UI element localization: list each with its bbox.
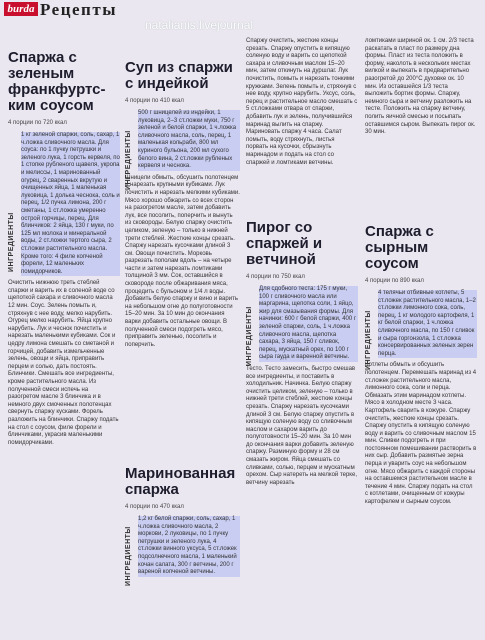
ingredients-label: ИНГРЕДИЕНТЫ [8, 212, 15, 272]
page-header [0, 0, 485, 36]
burda-logo: burda [4, 2, 38, 16]
portion-info: 4 порции по 720 ккал [8, 120, 67, 126]
recipe-3 [125, 465, 240, 586]
recipe-title: Суп из спаржи с индейкой [125, 59, 233, 92]
method-text: Тесто. Тесто замесить, быстро смешав все ингредиенты, и поставить в холодильник. Начинка. Белую спаржу очистить целиком, зеленую – только в нижней трети стеблей, жесткие концы срезать. Спаржу нарезать кусочками длиной 3 см. Белую спаржу опустить в кипящую соленую воду со сливочным маслом и сахаром варить до полуготовности 15–20 мин. За 10 мин до окончания варки добавить зеленую спаржу. Разминую форму и 28 см смазать жиром. Яйца смешать со сливками, солью, перцем и мускатным орехом. Сыр натереть на мелкой терке, ветчину нарезать [246, 365, 357, 486]
ingredients-block [365, 290, 477, 370]
recipe-1 [8, 50, 120, 447]
ingredients-label: ИНГРЕДИЕНТЫ [125, 526, 132, 586]
recipe-title: Спаржа с сырным соусом [365, 223, 434, 272]
recipe-title: Пирог со спаржей и ветчиной [246, 219, 323, 268]
watermark: natalianis.livejournal [145, 18, 254, 32]
method-text: Шницели обмыть, обсушить полотенцем и нарезать крупными кубиками. Лук почистить и нарезать мелкими кубиками. Мясо хорошо обжарить со всех сторон на разогретом масле, затем добавить лук, все посолить, поперчить и вынуть из сковороды. Белую спаржу очистить целиком, зеленую – только в нижней трети стеблей. Жесткие концы срезать. Спаржу нарезать кусочками длиной 3 см. Овощи почистить. Морковь разрезать пополам вдоль – на четыре части и затем нарезать ломтиками толщиной 3 мм. Сок, оставшийся в сковороде после обжаривания мяса, процедить с бульоном и 1/4 л воды. Добавить белую спаржу и вино и варить на небольшом огне до полуготовности 15–20 мин. За 10 мин до окончания варки добавить остальные овощи. В полученной смеси подогреть мясо, приправить зеленью, посолить и поперчить. [125, 174, 240, 348]
recipe-4 [246, 220, 358, 487]
ingredients-block [246, 286, 358, 366]
column-4-top [365, 38, 477, 137]
portion-info: 4 порции по 750 ккал [246, 274, 305, 280]
ingredients-text: Для сдобного теста: 175 г муки, 100 г сливочного масла или маргарина, щепотка соли, 1 яйцо, жир для смазывания формы. Для начинки: 600 г белой спаржи, 400 г зеленой спаржи, соль, 1 ч.ложка сливочного масла, щепотка сахара, 3 яйца, 150 г сливок, перец, мускатный орех, по 100 г сыра гауда и варенной ветчины. [259, 286, 357, 361]
ingredients-text: 500 г шницелей из индейки, 1 луковица, 2–3 ст.ложки муки, 750 г зеленой и белой спаржи, 1 ч.ложка сливочного масла, соль, перец, 1 маленькая кольраби, 800 мл куриного бульона, 200 мл сухого белого вина, 2 ст.ложки рубленых кервеля и чеснока. [138, 110, 240, 171]
ingredients-text: 1 кг зеленой спаржи, соль, сахар, 1 ч.ложка сливочного масла. Для соуса: по 1 пучку петрушки и зеленого лука, 1 горсть кервеля, по 1 стопке рубленого щавеля, укропа и мелиссы, 1 маринованный огурец, 2 сваренных вкрутую и очищенных яйца, 1 маленькая луковица, 1 долька чеснока, соль и перец, 1/2 пучка лимона, 200 г сметаны, 1 ст.ложка умеренно острой горчицы, перец. Для блинчиков: 2 яйца, 130 г муки, по 125 мл молока и минеральной воды, 2 ст.ложки тертого сыра, 2 ст.ложки растительного масла. Кроме того: 4 филе копченой форели, 12 маленьких помидорчиков. [21, 132, 120, 275]
ingredients-label: ИНГРЕДИЕНТЫ [125, 130, 132, 190]
ingredients-label: ИНГРЕДИЕНТЫ [365, 310, 372, 370]
ingredients-block [125, 110, 240, 190]
recipe-title: Маринованная спаржа [125, 465, 236, 498]
portion-info: 4 порции по 890 ккал [365, 278, 424, 284]
recipe-2 [125, 60, 240, 349]
method-text-continued: ломтиками шириной ок. 1 см. 2/3 теста раскатать в пласт по размеру дна формы. Пласт из теста положить в форму, наколоть в нескольких местах вилкой и выпекать в предварительно разогретой до 200°C духовке ок. 10 мин. Из оставшейся 1/3 теста выложить бортик формы. Спаржу, немного сыра и ветчину разложить на тесте. Положить на спаржу ветчину, полить яичной смесью и посыпать оставшимся сыром. Выпекать пирог ок. 30 мин. [365, 38, 476, 136]
portion-info: 4 порции по 410 ккал [125, 98, 184, 104]
ingredients-label: ИНГРЕДИЕНТЫ [246, 306, 253, 366]
ingredients-text: 4 телячьи отбивные котлеты, 5 ст.ложек растительного масла, 1–2 ст.ложки лимонного сока, соль, перец, 1 кг молодого картофеля, 1 кг белой спаржи, 1 ч.ложка сливочного масла, по 150 г сливок и сыра горгонзола, 1 ст.ложка консервированных зеленых зерен перца. [378, 290, 476, 357]
column-3-top [246, 38, 358, 167]
method-text: Котлеты обмыть и обсушить полотенцем. Перемешать маринад из 4 ст.ложек растительного масла, лимонного сока, соли и перца. Обмазать этим маринадом котлеты. Мясо в холодном месте 3 часа. Картофель сварить в кожуре. Спаржу очистить, жесткие концы срезать. Спаржу опустить в кипящую соленую воду и варить со сливочным маслом 15 мин. Сливки подогреть и при постоянном помешивании растворить в них сыр. Добавить размятые зерна перца и уварить соус на небольшом огне. Мясо обжарить с каждой стороны на оставшемся растительном масле в течение 4 мин. Спаржу подать на стол с котлетами, очищенным от кожуры картофелем и сырным соусом. [365, 362, 477, 506]
section-title: Рецепты [40, 0, 117, 19]
method-text-continued: Спаржу очистить, жесткие концы срезать. Спаржу опустить в кипящую соленую воду и варить со щепоткой сахара и сливочным маслом 15–20 мин, затем откинуть на дуршлаг. Лук почистить, помыть и нарезать тонкими кружками. Зелень помыть и, стряхнув с нее воду, крупно нарубить. Уксус, соль, перец и растительное масло смешать с 5 ст.ложками отвара от спаржи, добавить лук и зелень, получившийся маринад вылить на спаржу. Мариновать спаржу 4 часа. Салат помыть, воду стряхнуть, листья порвать на кусочки, сбрызнуть маринадом и подать на стол со спаржей и ломтиками ветчины. [246, 38, 358, 166]
ingredients-block [8, 132, 120, 276]
method-text: Очистить нижнюю треть стеблей спаржи и варить их в соленой воде со щепоткой сахара и сливочного масла 12 мин. Соус. Зелень помыть и, стряхнув с нее воду, мелко нарубить. Огурец мелко нарубить. Яйца крупно нарубить. Лук и чеснок почистить и нарезать маленькими кубиками. Сок и цедру лимона смешать со сметаной и горчицей, добавить измельченные зелень, овощи и яйца, приправить перцем и солью, дать постоять. Блинчики. Смешать все ингредиенты, кроме растительного масла. Из полученной смеси испечь на разогретом масле 3 блинчика и в немного двух смоченных полотенцах свернуть спаржу кусками. Форель разложить на блинчики. Спаржу подать на стол с соусом, филе форели и блинчиками, украсив маленькими помидорчиками. [8, 280, 119, 446]
portion-info: 4 порции по 470 ккал [125, 504, 184, 510]
recipe-5 [365, 224, 477, 507]
recipe-title: Спаржа с зеленым франкфуртс-ким соусом [8, 49, 106, 114]
ingredients-block [125, 516, 240, 586]
ingredients-text: 1,2 кг белой спаржи, соль, сахар, 1 ч.ложка сливочного масла, 2 моркови, 2 луковицы, по 1 пучку петрушки и зеленого лука, 4 ст.ложки винного уксуса, 5 ст.ложек подсолнечного масла, 1 маленький кочан салата, 300 г ветчины, 200 г вареной копченой ветчины. [138, 516, 240, 577]
